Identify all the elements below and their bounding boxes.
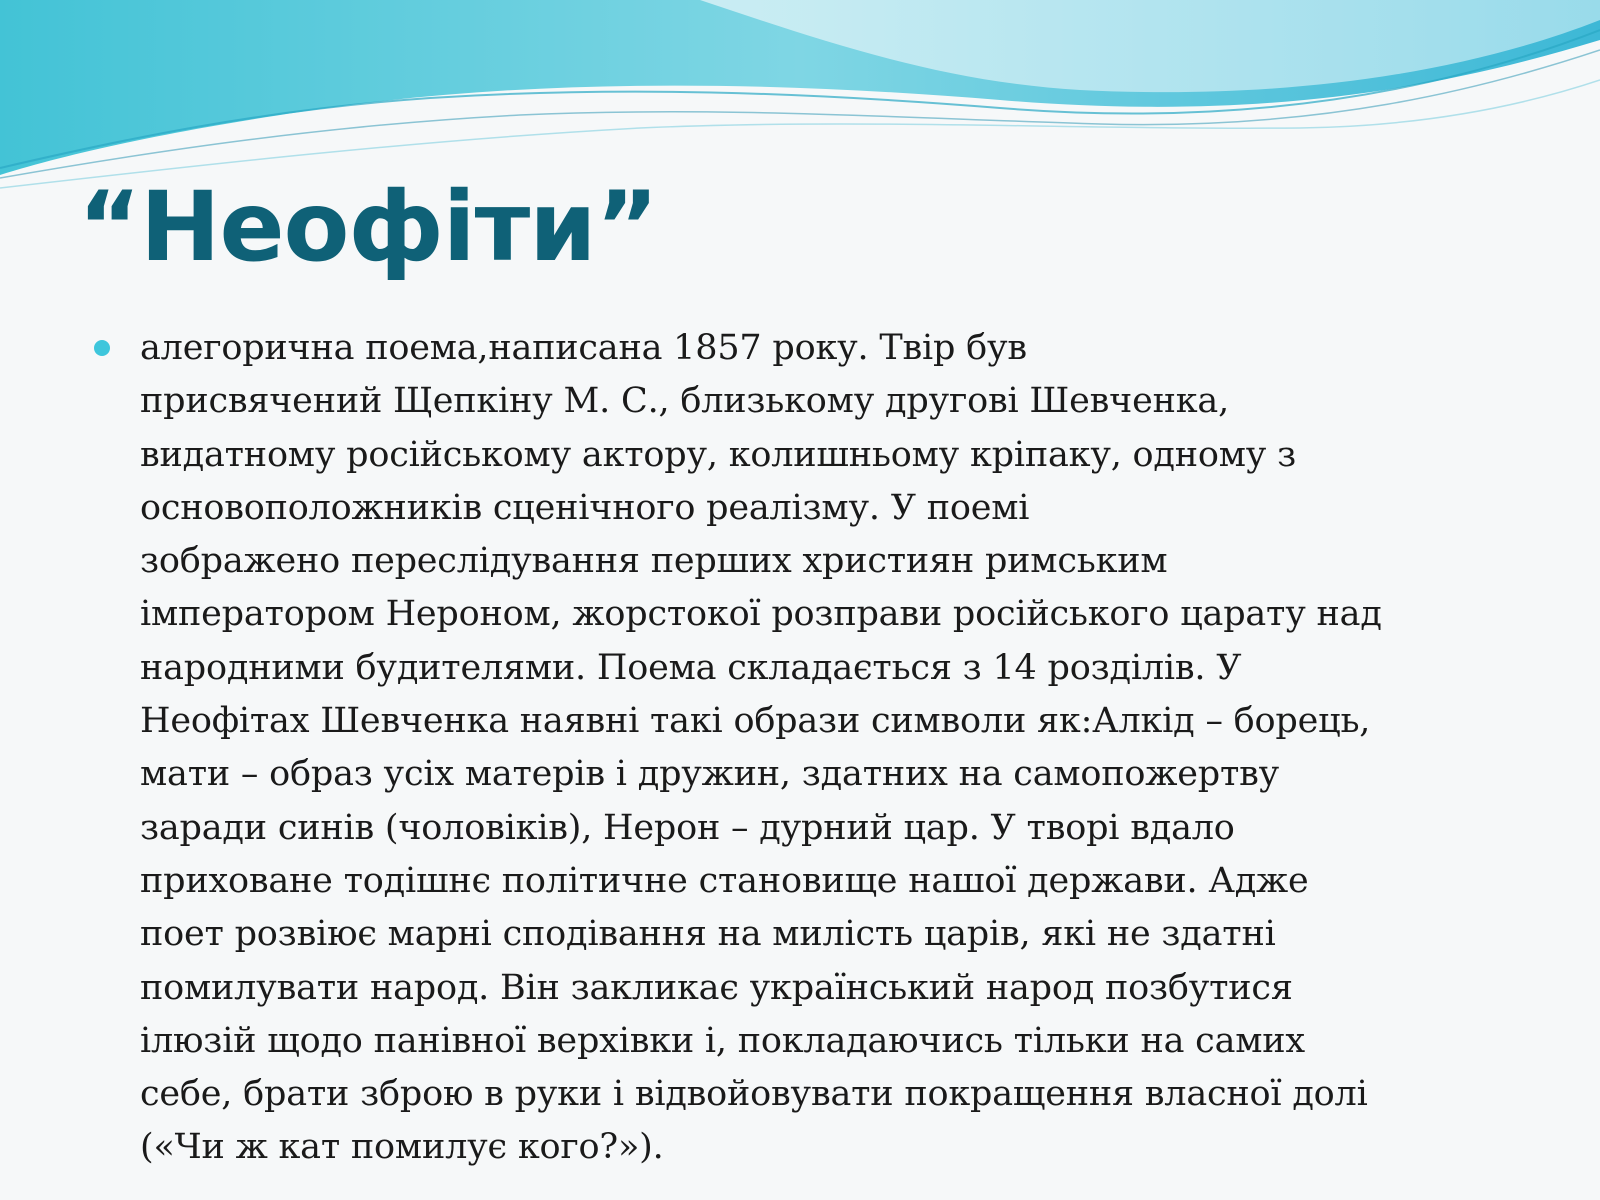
body-bullet-list	[88, 322, 1528, 1175]
slide-title: “Неофіти”	[78, 171, 658, 283]
bullet-text-line: видатному російському актору, колишньому кріпаку, одному з	[140, 434, 1297, 475]
bullet-text-line: заради синів (чоловіків), Нерон – дурний цар. У творі вдало	[140, 807, 1235, 848]
bullet-text-line: себе, брати зброю в руки і відвойовувати покращення власної долі	[140, 1074, 1368, 1115]
bullet-text-line: народними будителями. Поема складається з 14 розділів. У	[140, 647, 1242, 688]
bullet-text-line: імператором Нероном, жорстокої розправи російського царату над	[140, 594, 1382, 635]
bullet-text-line: приховане тодішнє політичне становище нашої держави. Адже	[140, 860, 1309, 901]
bullet-text-line: помилувати народ. Він закликає український народ позбутися	[140, 967, 1293, 1008]
bullet-item	[88, 322, 1528, 1175]
bullet-text-line: основоположників сценічного реалізму. У поемі	[140, 487, 1030, 528]
bullet-text-line: Неофітах Шевченка наявні такі образи символи як:Алкід – борець,	[140, 701, 1371, 742]
bullet-text-line: алегорична поема,написана 1857 року. Твір був	[140, 328, 1027, 368]
bullet-text-line: присвячений Щепкіну М. С., близькому другові Шевченка,	[140, 381, 1229, 422]
bullet-text-line: мати – образ усіх матерів і дружин, здатних на самопожертву	[140, 754, 1280, 795]
header-wave-decoration	[0, 0, 1600, 200]
bullet-text-line: («Чи ж кат помилує кого?»).	[140, 1127, 664, 1168]
bullet-text-line: зображено переслідування перших християн римським	[140, 541, 1168, 582]
round-bullet-icon	[94, 340, 110, 356]
bullet-text-line: поет розвіює марні сподівання на милість царів, які не здатні	[140, 914, 1276, 955]
bullet-text-line: ілюзій щодо панівної верхівки і, покладаючись тільки на самих	[140, 1020, 1305, 1061]
